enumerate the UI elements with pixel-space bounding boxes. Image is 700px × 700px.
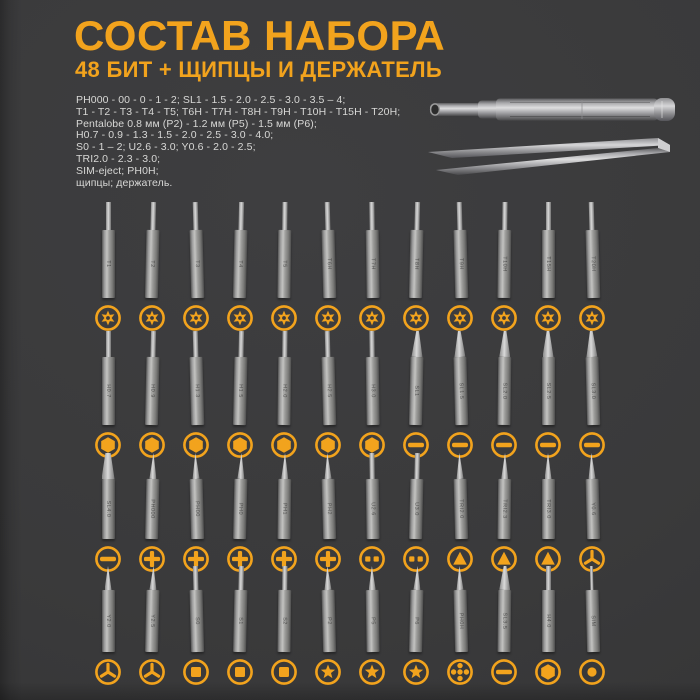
torx-security-icon [402, 304, 430, 332]
bit-engraving: T9H [457, 257, 464, 271]
bit-tip [502, 202, 507, 230]
bit-tip [149, 566, 157, 590]
bit-tip [414, 453, 420, 479]
bit-engraving: TRI2.0 [457, 499, 464, 519]
square-icon [182, 658, 210, 686]
bit-tip [150, 202, 156, 230]
bit-image [452, 331, 467, 425]
bit-image [584, 566, 599, 652]
bit-image [233, 566, 248, 652]
bit-shaft [453, 357, 468, 425]
bit-item [306, 453, 350, 573]
bit-engraving: T20H [589, 256, 596, 272]
bit-tip [323, 566, 331, 590]
square-icon [270, 658, 298, 686]
bit-tip [102, 453, 115, 479]
bit-engraving: H0.7 [105, 384, 111, 398]
sim-eject-dot-icon [578, 658, 606, 686]
bit-tip [238, 566, 244, 590]
bit-image [188, 453, 203, 539]
bit-item [394, 566, 438, 686]
bit-item [482, 202, 526, 332]
bit-item [394, 453, 438, 573]
bit-engraving: SL3.5 [500, 612, 507, 630]
bit-tip [587, 453, 595, 479]
bit-image [320, 331, 335, 425]
torx-security-icon [446, 304, 474, 332]
torx-security-icon [490, 304, 518, 332]
y-type-icon [94, 658, 122, 686]
bit-shaft [585, 479, 600, 539]
bit-tip [192, 566, 198, 590]
bit-tip [192, 331, 198, 357]
bit-tip [282, 202, 287, 230]
bit-item [570, 202, 614, 332]
bit-engraving: PH0 [236, 502, 243, 516]
bit-image [408, 331, 423, 425]
bit-row [86, 453, 614, 573]
bit-shaft [189, 479, 204, 539]
bit-shaft [453, 230, 468, 298]
bit-shaft [365, 357, 379, 425]
bit-shaft [409, 479, 423, 539]
bit-tip [323, 453, 331, 479]
bit-item [86, 202, 130, 332]
bit-item [130, 566, 174, 686]
bit-image [144, 202, 159, 298]
spec-line: SIM-eject; PH0H; [76, 164, 159, 177]
spec-line: T1 - T2 - T3 - T4 - T5; T6H - T7H - T8H - T9H - T10H - T15H - T20H; [76, 105, 401, 118]
bit-image [188, 566, 203, 652]
bit-shaft [497, 230, 511, 298]
bit-tip [368, 566, 375, 590]
bit-engraving: TRI2.3 [500, 499, 507, 519]
bit-tip [411, 331, 423, 357]
bit-shaft [102, 230, 115, 298]
bit-engraving: SIM [589, 615, 596, 627]
bit-item [394, 202, 438, 332]
bit-item [218, 202, 262, 332]
bit-shaft [542, 590, 555, 652]
bit-tip [105, 566, 112, 590]
pentalobe-icon [402, 658, 430, 686]
phillips-security-icon [446, 658, 474, 686]
bit-image [497, 453, 511, 539]
torx-security-icon [270, 304, 298, 332]
bit-engraving: SL2.0 [500, 382, 507, 400]
bit-item [526, 202, 570, 332]
page-title: СОСТАВ НАБОРА [74, 12, 446, 59]
bit-tip [324, 331, 330, 357]
hex-icon [534, 658, 562, 686]
bit-image [102, 566, 115, 652]
bit-tip [191, 453, 199, 479]
torx-security-icon [94, 304, 122, 332]
bit-tip [282, 331, 287, 357]
bit-engraving: PH000 [148, 499, 155, 519]
bit-item [86, 566, 130, 686]
bit-engraving: TRI3.0 [545, 499, 551, 519]
tweezers-image [428, 138, 670, 175]
bit-tip [499, 331, 510, 357]
bit-shaft [277, 230, 291, 298]
spec-line: H0.7 - 0.9 - 1.3 - 1.5 - 2.0 - 2.5 - 3.0 - 4.0; [76, 129, 274, 142]
bit-shaft [497, 357, 511, 425]
bit-item [130, 453, 174, 573]
bit-item [262, 566, 306, 686]
bit-shaft [585, 357, 600, 425]
bit-shaft [542, 479, 555, 539]
bit-tip [453, 331, 465, 357]
bit-shaft [365, 590, 379, 652]
bit-item [482, 331, 526, 459]
bit-shaft [189, 357, 204, 425]
bit-engraving: H4.0 [545, 614, 551, 628]
bit-item [174, 202, 218, 332]
y-type-icon [138, 658, 166, 686]
bit-tip [106, 331, 111, 357]
bit-tip [192, 202, 198, 230]
bit-image [452, 566, 467, 652]
bit-image [409, 566, 424, 652]
bit-shaft [321, 590, 336, 652]
bit-image [365, 202, 379, 298]
bit-engraving: T7H [369, 258, 376, 270]
square-icon [226, 658, 254, 686]
bit-tip [546, 566, 551, 590]
bit-engraving: T8H [412, 257, 419, 271]
bit-engraving: PH1 [280, 502, 287, 516]
bit-item [438, 331, 482, 459]
bit-shaft [497, 590, 511, 652]
bit-item [262, 331, 306, 459]
bit-image [409, 453, 424, 539]
bit-item [526, 331, 570, 459]
bit-engraving: H1.3 [193, 384, 200, 398]
bit-tip [369, 453, 374, 479]
bit-row [86, 331, 614, 459]
bit-tip [369, 202, 374, 230]
spec-line: щипцы; держатель. [76, 176, 173, 189]
bit-image [320, 453, 335, 539]
bit-shaft [189, 590, 204, 652]
spec-line: TRI2.0 - 2.3 - 3.0; [76, 152, 161, 165]
bit-shaft [408, 357, 423, 425]
bit-item [174, 566, 218, 686]
bit-tip [588, 202, 594, 230]
bit-image [102, 331, 115, 425]
bit-engraving: PH2 [325, 502, 332, 516]
bit-shaft [145, 590, 159, 652]
bit-shaft [232, 230, 247, 298]
bit-engraving: H3.0 [369, 384, 376, 398]
bit-engraving: P5 [369, 617, 376, 625]
torx-security-icon [534, 304, 562, 332]
page-subtitle: 48 БИТ + ЩИПЦЫ И ДЕРЖАТЕЛЬ [75, 57, 442, 82]
bit-item [394, 331, 438, 459]
bit-tip [589, 566, 593, 590]
bit-image [233, 453, 248, 539]
bit-engraving: H1.5 [236, 384, 243, 398]
bit-image [232, 202, 247, 298]
bit-image [277, 202, 291, 298]
bit-engraving: T1 [105, 260, 111, 268]
bit-item [174, 331, 218, 459]
bit-image [497, 331, 511, 425]
bit-tip [149, 453, 157, 479]
bit-item [86, 453, 130, 573]
torx-security-icon [578, 304, 606, 332]
bit-engraving: P2 [325, 617, 332, 625]
bit-engraving: Y2.0 [105, 614, 111, 628]
bit-tip [150, 331, 156, 357]
bit-tip [414, 202, 420, 230]
bit-tip [499, 566, 510, 590]
pentalobe-icon [358, 658, 386, 686]
bit-image [452, 453, 467, 539]
bit-tip [455, 453, 463, 479]
bit-shaft [542, 357, 555, 425]
bit-shaft [277, 357, 291, 425]
bit-tip [238, 331, 244, 357]
bit-item [526, 566, 570, 686]
bit-shaft [453, 590, 468, 652]
bit-engraving: T10H [500, 256, 507, 272]
bit-holder-and-tweezers-image [418, 88, 686, 188]
bit-shaft [409, 590, 423, 652]
bit-image [277, 331, 291, 425]
bit-engraving: T4 [236, 260, 243, 268]
bit-engraving: T15H [545, 256, 551, 272]
bit-item [130, 331, 174, 459]
bit-item [438, 566, 482, 686]
bit-shaft [102, 479, 115, 539]
bit-engraving: U3.0 [412, 502, 419, 516]
bit-tip [369, 331, 374, 357]
bit-engraving: PH00 [193, 501, 200, 517]
bit-item [482, 453, 526, 573]
bit-image [365, 453, 379, 539]
bit-tip [455, 566, 463, 590]
bit-engraving: T5 [280, 260, 287, 268]
bit-engraving: S1 [236, 617, 243, 625]
bit-image [320, 566, 335, 652]
bit-image [102, 202, 115, 298]
bit-tip [501, 453, 508, 479]
bit-image [277, 453, 291, 539]
bit-tip [545, 453, 552, 479]
torx-security-icon [138, 304, 166, 332]
bit-item [482, 566, 526, 686]
bit-engraving: S0 [193, 617, 200, 625]
bit-shaft [321, 357, 336, 425]
bit-item [526, 453, 570, 573]
bit-image [542, 331, 555, 425]
spec-line: S0 - 1 – 2; U2.6 - 3.0; Y0.6 - 2.0 - 2.5; [76, 141, 256, 154]
bit-image [542, 453, 555, 539]
bit-item [262, 202, 306, 332]
bit-engraving: P6 [412, 617, 419, 625]
bit-row [86, 202, 614, 332]
bit-shaft [321, 230, 336, 298]
bit-shaft [585, 230, 600, 298]
bit-image [542, 566, 555, 652]
bit-engraving: S2 [280, 617, 287, 625]
bit-shaft [144, 357, 159, 425]
bit-shaft [542, 230, 555, 298]
bit-tip [585, 331, 597, 357]
bit-shaft [321, 479, 336, 539]
bit-item [306, 566, 350, 686]
bit-shaft [102, 590, 115, 652]
bit-engraving: U2.6 [369, 502, 376, 516]
bit-image [277, 566, 291, 652]
bit-engraving: PH0H [457, 612, 464, 630]
bit-engraving: SL3.0 [589, 382, 596, 400]
bit-item [350, 202, 394, 332]
bit-image [365, 331, 379, 425]
bit-shaft [497, 479, 511, 539]
bit-tip [456, 202, 462, 230]
bit-tip [413, 566, 421, 590]
bit-item [438, 453, 482, 573]
bit-shaft [277, 590, 291, 652]
bit-shaft [102, 357, 115, 425]
bit-item [174, 453, 218, 573]
bit-image [145, 453, 160, 539]
bit-item [306, 331, 350, 459]
bit-image [145, 566, 160, 652]
slot-icon [490, 658, 518, 686]
bit-image [144, 331, 159, 425]
bit-engraving: SL1 [412, 385, 419, 397]
bit-shaft [233, 479, 247, 539]
bit-item [218, 566, 262, 686]
bit-tip [324, 202, 330, 230]
bit-tip [281, 453, 288, 479]
torx-security-icon [226, 304, 254, 332]
bit-image [452, 202, 468, 298]
tools-photo [418, 88, 686, 188]
bit-tip [546, 202, 551, 230]
torx-security-icon [182, 304, 210, 332]
bit-image [188, 202, 204, 298]
bit-shaft [277, 479, 291, 539]
bit-tip [106, 202, 111, 230]
bit-item [350, 331, 394, 459]
bit-item [218, 453, 262, 573]
spec-line: PH000 - 00 - 0 - 1 - 2; SL1 - 1.5 - 2.0 - 2.5 - 3.0 - 3.5 – 4; [76, 94, 346, 106]
bit-tip [282, 566, 287, 590]
bit-image [542, 202, 555, 298]
bit-image [584, 331, 599, 425]
torx-security-icon [358, 304, 386, 332]
bit-image [232, 331, 247, 425]
bit-shaft [453, 479, 468, 539]
bit-row [86, 566, 614, 686]
pentalobe-icon [314, 658, 342, 686]
bit-engraving: Y0.6 [589, 502, 596, 516]
bit-engraving: H2.5 [325, 384, 332, 398]
bit-item [86, 331, 130, 459]
bit-item [306, 202, 350, 332]
bit-image [497, 202, 511, 298]
bit-engraving: Y2.5 [148, 614, 155, 628]
bit-tip [543, 331, 554, 357]
bit-shaft [233, 590, 247, 652]
bit-engraving: SL2.5 [545, 382, 551, 400]
bit-image [408, 202, 423, 298]
bit-shaft [232, 357, 247, 425]
bit-item [350, 453, 394, 573]
torx-security-icon [314, 304, 342, 332]
bit-item [130, 202, 174, 332]
bit-item [570, 566, 614, 686]
bit-shaft [189, 230, 204, 298]
bit-image [497, 566, 511, 652]
bit-engraving: H0.9 [148, 384, 155, 398]
bit-shaft [585, 590, 600, 652]
bit-shaft [365, 479, 379, 539]
bit-engraving: T2 [148, 260, 155, 268]
bit-shaft [408, 230, 423, 298]
bit-specs-list [76, 95, 426, 189]
bit-image [584, 202, 600, 298]
bit-item [570, 331, 614, 459]
bit-engraving: T3 [193, 260, 200, 268]
spec-line: Pentalobe 0.8 мм (P2) - 1.2 мм (P5) - 1.5 мм (P6); [76, 117, 317, 130]
bit-item [218, 331, 262, 459]
bit-image [188, 331, 203, 425]
bit-holder-image [430, 98, 675, 121]
bit-tip [238, 202, 244, 230]
bit-item [438, 202, 482, 332]
bit-shaft [365, 230, 379, 298]
bit-item [350, 566, 394, 686]
bit-image [365, 566, 379, 652]
bit-shaft [145, 479, 159, 539]
bit-image [584, 453, 599, 539]
bit-shaft [144, 230, 159, 298]
bit-image [102, 453, 115, 539]
bit-item [262, 453, 306, 573]
bit-tip [237, 453, 245, 479]
bit-engraving: H2.0 [280, 384, 287, 398]
bit-engraving: T6H [325, 257, 332, 271]
bit-engraving: SL4.0 [105, 500, 111, 518]
bit-item [570, 453, 614, 573]
bit-engraving: SL1.5 [457, 382, 464, 400]
bit-image [320, 202, 336, 298]
